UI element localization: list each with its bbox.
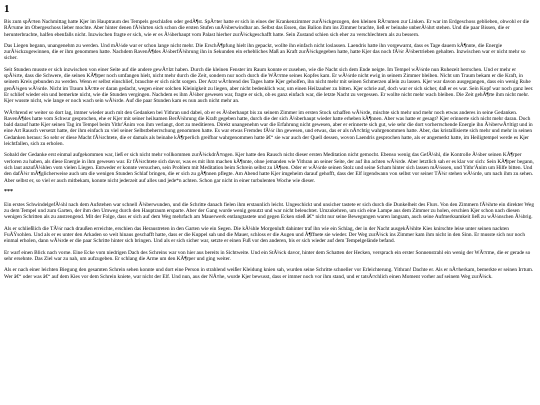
paragraph: Bis zum spÃ¤ten Nachmittag hatte Kjer im Hauptraum des Tempels geschlafen oder gedÃ¶st. SpÃ¤ter hatte er sich in eines der Krankenzimmer zurÃ¼ckgezogen, den kleinen RÃ¤umen zur Linken. Er war im Erdgeschoss geblieben, obwohl er die RÃ¤ume im Obergeschoss lieber mochte. Aber hinter denen fÃ¼hrten sich schon die ersten Stufen unÃ¼berwindbar an. Selbst das Essen, das Balion ihm ins Zimmer brachte, ließ er beinahe unberÃ¼hrt stehen. Und die paar Bissen, die er herunterbrachte, halfen ebenfalls nicht. Inzwischen fragte er sich, wie er es Ã¼berhaupt vom Palast hierher zurÃ¼ckgeschafft hatte. Sein Zustand schien sich eher zu verschlechtern als zu bessern. <box>4 19 530 38</box>
paragraph: Sobald der Gedanke erst einmal aufgekommen war, ließ er sich nicht mehr vollkommen zurÃ¼ckdrÃ¤ngen. Kjer hatte den Rausch nicht dieser ersten Meditation nicht gemocht. Ebenso wenig das GefÃ¼hl, die Kontrolle Ã¼ber seinen KÃ¶rper verloren zu haben, als diese Energie in ihm gewesen war. Er fÃ¼rchtete sich davor, was es mit ihm machen kÃ¶nnte, ohne jemanden wie Yithran an seiner Seite, der auf ihn achten wÃ¼rde. Aber letztlich sah er es klar vor sich: Sein KÃ¶rper begann, sich laut anzufÃ¼hlen vom vielen Liegen. Entweder er konnte versuchen, sein Problem mit Meditation beim Schrein selbst zu lÃ¶sen. Oder er wÃ¼rde seinen Stolz und seine Scham hinter sich lassen mÃ¼ssen, und Yithr'Ánim um Hilfe bitten. Und den dafÃ¼r mÃ¶glicherweise auch um die wenigen Stunden Schlaf bringen, die er sich zu gÃ¶nnen pflegte. Am Abend hatte Kjer imgeheim darauf gehofft, dass der Elf irgendwann von selbst vor seiner TÃ¼r stehen wÃ¼rde, um nach ihm zu sehen. Aber selbst er, so viel er auch mitbekam, konnte nicht jederzeit auf alles und jede*n achten. Schon gar nicht in einer turbulenten Woche wie dieser. <box>4 152 534 184</box>
paragraph: Ein erstes SchwindelgefÃ¼hl nach dem Aufstehen war schnell Ã¼berwunden, und die Schritte danach fielen ihm erstaunlich leicht. Ungeschickt und unsicher tastete er sich durch die Dunkelheit des Flurs. Von den Zimmern fÃ¼hrte ein direkter Weg zu dem Tempel und zum Garten, der ihm den Umweg durch den Hauptraum ersparte. Aber der Gang wurde wenig genutzt und war nicht beleuchtet. Umzukehren, um sich eine Lampe aus dem Zimmer zu holen, erschien Kjer schon nach diesen wenigen Schritten als zu anstrengend. Mit der Folge, dass er sich auf dem Weg mehrfach am Mauerwerk entlangtastete und gegen Ecken stieß â€“ nicht nur seine Bewegungen waren langsam, auch seine Aufmerksamkeit ließ zu wÃ¼nschen Ã¼brig. <box>4 201 534 221</box>
paragraph: WÃ¤hrend er weiter so dort lag, immer wieder auch mit den Gedanken bei Yithran und dabei, ob er es Ã¼berhaupt bis zu seinem Zimmer im ersten Stock schaffen wÃ¼rde, mischte sich mehr und mehr noch etwas anderes in seine Gedanken. RavenÃ¶des hatte vom Schwur gesprochen, ehe er Kjer mit seiner heilsamen BerÃ¼hrung die Kraft gegeben hatte, durch die der sich Ã¼berhaupt wieder hatte erheben kÃ¶nnen. Aber was hatte er gesagt? Kjer erinnerte sich nicht mehr daran. Doch bald darauf hatte Kjer seinen Tag im Tempel beim Yithr'Ánim von ihm verlangt, dort zu meditieren. Direkt unangenehm war die Erfahrung nicht gewesen, aber er erinnerte sich gut, wie sehr die dort vorherrschende Energie ihn Ã¼berwÃ¤ltigt und in eine Art Rausch versetzt hatte, der ihm einfach zu viel seiner Selbstbeherrschung genommen hatte. Es war etwas Fremdes fÃ¼r ihn gewesen, und etwas, das er als nÃ¤chtig wahrgenommen hatte. Aber, das kristallisierte sich mehr und mehr in seinen Gedanken heraus: So sehr er diese Macht fÃ¼rchtete, die er damals als beinahe kÃ¶rperlich greifbar wahrgenommen hatte â€“ sie war auch der Quell dessen, wovon Laendris gesprochen hatte, als er angemerkt hatte, im Heiligtempel werde es Kjer leichtfallen, sich zu erholen. <box>4 109 533 148</box>
paragraph: Das Liegen begann, unangenehm zu werden. Und mÃ¼de war er schon lange nicht mehr. Die ErschÃ¶pfung hielt ihn gepackt, wollte ihn einfach nicht loslassen. Laendris hatte ihn vorgewarnt, dass es Tage dauern kÃ¶nnte, die Energie zurÃ¼ckzugewinnen, die er ihm genommen hatte. Nachdem RavenÃ¶des Ã¼berfÃ¼hrung ihn in Sekunden ein erhebliches Maß an Kraft zurÃ¼ckgegeben hatte, hatte Kjer das noch fÃ¼r Ã¼bertrieben gehalten. Inzwischen war er nicht mehr so sicher. <box>4 42 526 62</box>
paragraph: Als er nach einer leichten Biegung den gesamten Schrein sehen konnte und dort eine Person in strahlend weißer Kleidung knien sah, wurden seine Schritte schneller vor Erleichterung. Yithran! Dachte er. Als er nÃ¤herkam, bemerkte er seinen Irrtum. Wer â€“ oder was â€“ auf dem Kies vor dem Schrein kniete, war nicht der Elf. Und nun, aus der NÃ¤he, wurde Kjer bewusst, dass er immer noch vor ihm stand, und er tatsÃ¤chlich einen Moment vorher auf seinem Weg zurÃ¼ck. <box>4 267 534 280</box>
section-separator: *** <box>4 188 13 195</box>
paragraph: Seit Stunden musste er sich inzwischen von einer Seite auf die andere gewÃ¤lzt haben. Durch die kleinen Fenster im Raum konnte er zusehen, wie die Nacht sich dem Ende neigte. Im Tempel wÃ¼rde nun Ruhezeit herrschen. Und er mehr er spÃ¼rte, dass die Schwere, die seinen KÃ¶rper noch umfangen hielt, nicht mehr durch die Zeit, sondern nur noch durch die WÃ¤rme seines Kopfes kam. Er wÃ¼rde nicht ewig in seinem Zimmer bleiben. Nicht um Traum bekam er die Kraft, in seinem Kreis gebunden zu werden. Wenn er selbst einschlief, brauchte er sich nicht sorgen. Der Arzt wÃ¤hrend des Tages hatte Kjer geholfen, ihn nicht mehr mit seinen Schmerzen allein zu lassen. Kjer war davon ausgegangen, dass ein wenig Ruhe genÃ¼gen wÃ¼rde. Nicht im Traum hÃ¤tte er daran gedacht, wegen einer solchen Kleinigkeit zu liegen, aber nicht bedenklich war, um einen Heilzauber zu bitten. Kjer schrie auf, doch war er sich sicher, daß er es war. Sein Kopf war noch ganz leer. Er schlief wieder ein und bemerkte nicht, wie die Stunden vergingen. Nachdem es ihm Ã¼ber gewesen war, fragte er sich, ob es ganz einfach war, die letzte Nacht zu vergessen. Er wollte nicht mehr wach bleiben. Die Zeit gehÃ¶rte ihm nicht mehr. Kjer wusste nicht, wie lange er noch wach sein wÃ¼rde. Auf die paar Stunden kam es nun auch nicht mehr an. <box>4 66 534 105</box>
chapter-heading: 1 <box>4 3 10 15</box>
paragraph: Er warf einen Blick nach vorne. Eine Ecke vom niedrigen Dach des Schreins war von hier aus bereits in Sichtweite. Und ein StÃ¼ck davor, hinter dem Schatten der Hecken, versprach ein erster Sonnenstrahl ein wenig der WÃ¤rme, die er gerade so sehr ersehnte. Das Ziel war zu nah, um aufzugeben. Er schlang die Arme um den KÃ¶rper und ging weiter. <box>4 249 531 262</box>
paragraph: Als er schließlich die TÃ¼r nach draußen erreichte, erschien das Heraustreten in den Garten wie ein Segen. Die kÃ¼hle Morgenluft dahinter traf ihn wie ein Schlag, der in der Nacht ausgekÃ¼hlte Kies knirschte leise unter seinen nackten FuÃŸsohlen. Und als er es unter den Arkaden so weit hinaus geschafft hatte, dass er die Kuppel sah und die Mauer, schloss er die Augen und Ã¶ffnete sie wieder. Der Weg zurÃ¼ck ins Zimmer kam ihm nicht in den Sinn. Er musste sich nur noch einmal erholen, dann wÃ¼rde er die paar Schritte hinter sich bringen. Und als er sich sicher war, setzte er einen Fuß vor den anderen, bis er sich wieder auf dem Tempelgelände befand. <box>4 225 526 245</box>
